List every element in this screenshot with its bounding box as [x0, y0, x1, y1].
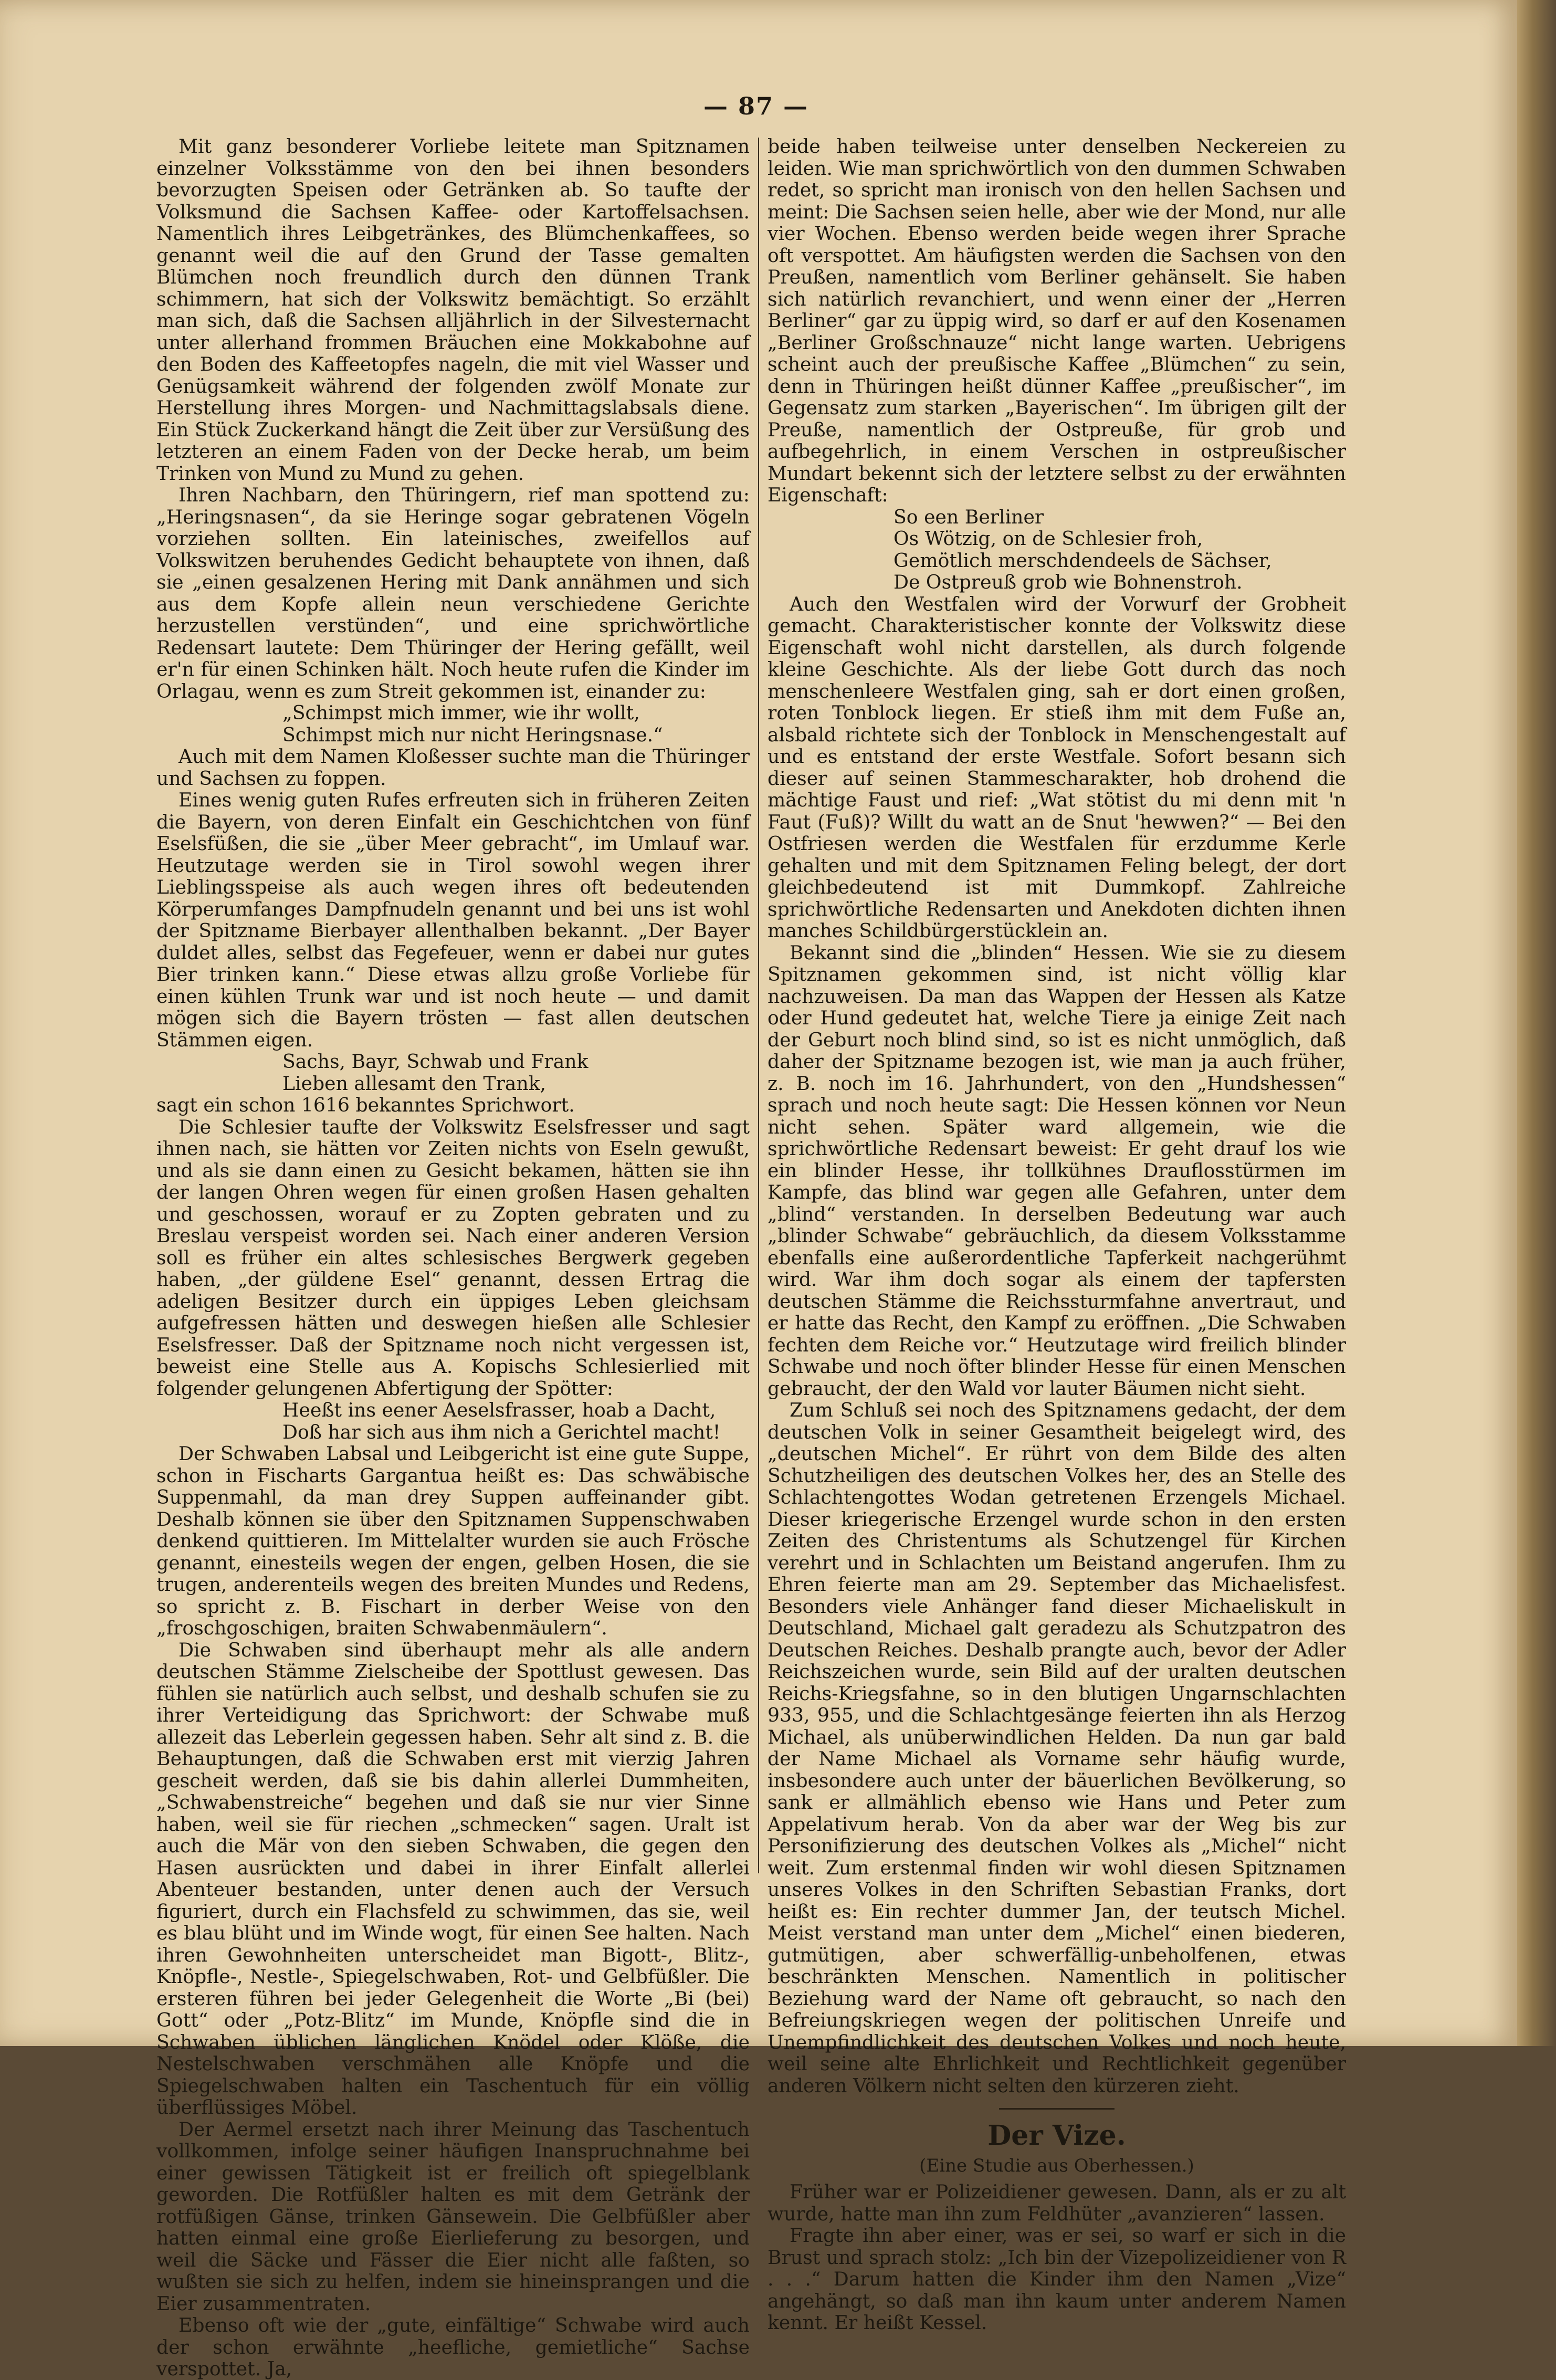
paragraph: sagt ein schon 1616 bekanntes Sprichwort. [156, 1094, 575, 1116]
paragraph: Der Schwaben Labsal und Leibgericht ist eine gute Suppe, schon in Fischarts Gargantua heißt es: Das schwäbische Suppenmahl, da man drey Suppen auffeinander gibt. Deshalb können sie über den Spitznamen Suppenschwaben denkend quittieren. Im Mittelalter wurden sie auch Frösche genannt, einesteils wegen der engen, gelben Hosen, die sie trugen, anderenteils wegen des breiten Mundes und Redens, so spricht z. B. Fischart in derber Weise von den „froschgoschigen, braiten Schwabenmäulern“. [156, 1442, 750, 1639]
paragraph: Mit ganz besonderer Vorliebe leitete man Spitznamen einzelner Volksstämme von den bei ihnen besonders bevorzugten Speisen oder Getränken ab. So taufte der Volksmund die Sachsen Kaffee- oder Kartoffelsachsen. Namentlich ihres Leibgetränkes, des Blümchenkaffees, so genannt weil die auf den Grund der Tasse gemalten Blümchen noch freundlich durch den dünnen Trank schimmern, hat sich der Volkswitz bemächtigt. So erzählt man sich, daß die Sachsen alljährlich in der Silvesternacht unter allerhand frommen Bräuchen eine Mokkabohne auf den Boden des Kaffeetopfes nageln, die mit viel Wasser und Genügsamkeit während der folgenden zwölf Monate zur Herstellung ihres Morgen- und Nachmittagslabsals diene. Ein Stück Zuckerkand hängt die Zeit über zur Versüßung des letzteren an einem Faden von der Decke herab, um beim Trinken von Mund zu Mund zu gehen. [156, 135, 750, 485]
paragraph: Ebenso oft wie der „gute, einfältige“ Schwabe wird auch der schon erwähnte „heefliche, gemietliche“ Sachse verspottet. Ja, [156, 2314, 750, 2380]
paragraph: Bekannt sind die „blinden“ Hessen. Wie sie zu diesem Spitznamen gekommen sind, ist nicht völlig klar nachzuweisen. Da man das Wappen der Hessen als Katze oder Hund gedeutet hat, welche Tiere ja einige Zeit nach der Geburt noch blind sind, so ist es nicht unmöglich, daß daher der Spitzname bezogen ist, wie man ja auch früher, z. B. noch im 16. Jahrhundert, von den „Hundshessen“ sprach und noch heute sagt: Die Hessen können vor Neun nicht sehen. Später ward allgemein, wie die sprichwörtliche Redensart beweist: Er geht drauf los wie ein blinder Hesse, ihr tollkühnes Drauflosstürmen im Kampfe, das blind war gegen alle Gefahren, unter dem „blind“ verstanden. In derselben Bedeutung war auch „blinder Schwabe“ gebräuchlich, da diesem Volksstamme ebenfalls eine außerordentliche Tapferkeit nachgerühmt wird. War ihm doch sogar als einem der tapfersten deutschen Stämme die Reichssturmfahne anvertraut, und er hatte das Recht, den Kampf zu eröffnen. „Die Schwaben fechten dem Reiche vor.“ Heutzutage wird freilich blinder Schwabe und noch öfter blinder Hesse für einen Menschen gebraucht, der den Wald vor lauter Bäumen nicht sieht. [768, 941, 1346, 1400]
verse-line: De Ostpreuß grob wie Bohnenstroh. [893, 571, 1243, 593]
article-subtitle: (Eine Studie aus Oberhessen.) [919, 2155, 1194, 2176]
verse-block [768, 506, 1346, 593]
verse-block [156, 702, 750, 746]
verse-line: Heeßt ins eener Aeselsfrasser, hoab a Dacht, [282, 1399, 716, 1421]
verse-line: Doß har sich aus ihm nich a Gerichtel macht! [282, 1420, 721, 1443]
paragraph: Zum Schluß sei noch des Spitznamens gedacht, der dem deutschen Volk in seiner Gesamtheit beigelegt wird, des „deutschen Michel“. Er rührt von dem Bilde des alten Schutzheiligen des deutschen Volkes her, des an Stelle des Schlachtengottes Wodan getretenen Erzengels Michael. Dieser kriegerische Erzengel wurde schon in den ersten Zeiten des Christentums als Schutzengel für Kirchen verehrt und in Schlachten um Beistand angerufen. Ihm zu Ehren feierte man am 29. September das Michaelisfest. Besonders viele Anhänger fand dieser Michaeliskult in Deutschland, Michael galt geradezu als Schutzpatron des Deutschen Reiches. Deshalb prangte auch, bevor der Adler Reichszeichen wurde, sein Bild auf der uralten deutschen Reichs-Kriegsfahne, so in den blutigen Ungarnschlachten 933, 955, und die Schlachtgesänge feierten ihn als Herzog Michael, als unüberwindlichen Helden. Da nun gar bald der Name Michael als Vorname sehr häufig wurde, insbesondere auch unter der bäuerlichen Bevölkerung, so sank er allmählich ebenso wie Hans und Peter zum Appelativum herab. Von da aber war der Weg bis zur Personifizierung des deutschen Volkes als „Michel“ nicht weit. Zum erstenmal finden wir wohl diesen Spitznamen unseres Volkes in den Schriften Sebastian Franks, dort heißt es: Ein rechter dummer Jan, der teutsch Michel. Meist verstand man unter dem „Michel“ einen biederen, gutmütigen, aber schwerfällig-unbeholfenen, etwas beschränkten Menschen. Namentlich in politischer Beziehung ward der Name oft gebraucht, so nach den Befreiungskriegen wegen der politischen Unreife und Unempfindlichkeit des deutschen Volkes und noch heute, weil seine alte Ehrlichkeit und Rechtlichkeit gegenüber anderen Völkern nicht selten den kürzeren zieht. [768, 1399, 1346, 2097]
verse-line: So een Berliner [893, 505, 1044, 528]
paragraph: Ihren Nachbarn, den Thüringern, rief man spottend zu: „Heringsnasen“, da sie Heringe sogar gebratenen Vögeln vorziehen sollten. Ein lateinisches, zweifellos auf Volkswitzen beruhendes Gedicht behauptete von ihnen, daß sie „einen gesalzenen Hering mit Dank annähmen und sich aus dem Kopfe allein neun verschiedene Gerichte herzustellen verstünden“, und eine sprichwörtliche Redensart lautete: Dem Thüringer der Hering gefällt, weil er'n für einen Schinken hält. Noch heute rufen die Kinder im Orlagau, wenn es zum Streit gekommen ist, einander zu: [156, 484, 750, 703]
paragraph: Die Schlesier taufte der Volkswitz Eselsfresser und sagt ihnen nach, sie hätten vor Zeiten nichts von Eseln gewußt, und als sie dann einen zu Gesicht bekamen, hätten sie ihn der langen Ohren wegen für einen großen Hasen gehalten und geschossen, worauf er zu Zopten gebraten und zu Breslau verspeist worden sei. Nach einer anderen Version soll es früher ein altes schlesisches Bergwerk gegeben haben, „der güldene Esel“ genannt, dessen Ertrag die adeligen Besitzer durch ein üppiges Leben gleichsam aufgefressen hätten und deswegen hießen alle Schlesier Eselsfresser. Daß der Spitzname noch nicht vergessen ist, beweist eine Stelle aus A. Kopischs Schlesierlied mit folgender gelungenen Abfertigung der Spötter: [156, 1115, 750, 1400]
paragraph: Auch mit dem Namen Kloßesser suchte man die Thüringer und Sachsen zu foppen. [156, 745, 750, 790]
paragraph: Der Aermel ersetzt nach ihrer Meinung das Taschentuch vollkommen, infolge seiner häufigen Inanspruchnahme bei einer gewissen Tätigkeit ist er freilich oft spiegelblank geworden. Die Rotfüßler halten es mit dem Getränk der rotfüßigen Gänse, trinken Gänsewein. Die Gelbfüßler aber hatten einmal eine große Eierlieferung zu besorgen, und weil die Säcke und Fässer die Eier nicht alle faßten, so wußten sie sich zu helfen, indem sie hineinsprangen und die Eier zusammentraten. [156, 2117, 750, 2315]
paragraph: Die Schwaben sind überhaupt mehr als alle andern deutschen Stämme Zielscheibe der Spottlust gewesen. Das fühlen sie natürlich auch selbst, und deshalb schufen sie zu ihrer Verteidigung das Sprichwort: der Schwabe muß allezeit das Leberlein gegessen haben. Sehr alt sind z. B. die Behauptungen, daß die Schwaben erst mit vierzig Jahren gescheit werden, daß sie bis dahin allerlei Dummheiten, „Schwabenstreiche“ begehen und daß sie nur vier Sinne haben, weil sie für riechen „schmecken“ sagen. Uralt ist auch die Mär von den sieben Schwaben, die gegen den Hasen ausrückten und dabei in ihrer Einfalt allerlei Abenteuer bestanden, unter denen auch der Versuch figuriert, durch ein Flachsfeld zu schwimmen, das sie, weil es blau blüht und im Winde wogt, für einen See halten. Nach ihren Gewohnheiten unterscheidet man Bigott-, Blitz-, Knöpfle-, Nestle-, Spiegelschwaben, Rot- und Gelbfüßler. Die ersteren führen bei jeder Gelegenheit die Worte „Bi (bei) Gott“ oder „Potz-Blitz“ im Munde, Knöpfle sind die in Schwaben üblichen länglichen Knödel oder Klöße, die Nestelschwaben verschmähen alle Knöpfe und die Spiegelschwaben halten ein Taschentuch für ein völlig überflüssiges Möbel. [156, 1638, 750, 2119]
verse-line: Schimpst mich nur nicht Heringsnase.“ [282, 723, 663, 746]
left-column [156, 135, 750, 2380]
verse-line: Gemötlich merschdendeels de Sächser, [893, 549, 1272, 572]
right-column [768, 135, 1346, 2334]
column-divider [758, 138, 759, 1873]
paragraph: Auch den Westfalen wird der Vorwurf der Grobheit gemacht. Charakteristischer konnte der Volkswitz diese Eigenschaft wohl nicht darstellen, als durch folgende kleine Geschichte. Als der liebe Gott durch das noch menschenleere Westfalen ging, sah er dort einen großen, roten Tonblock liegen. Er stieß ihm mit dem Fuße an, alsbald richtete sich der Tonblock in Menschengestalt auf und es entstand der erste Westfale. Sofort besann sich dieser auf seinen Stammescharakter, hob drohend die mächtige Faust und rief: „Wat stötist du mi denn mit 'n Faut (Fuß)? Willt du watt an de Snut 'hewwen?“ — Bei den Ostfriesen werden die Westfalen für erzdumme Kerle gehalten und mit dem Spitznamen Feling belegt, der dort gleichbedeutend ist mit Dummkopf. Zahlreiche sprichwörtliche Redensarten und Anekdoten dichten ihnen manches Schildbürgerstücklein an. [768, 592, 1346, 942]
verse-line: Sachs, Bayr, Schwab und Frank [282, 1050, 588, 1073]
page-edge [1517, 0, 1556, 2046]
verse-block [156, 1051, 750, 1094]
verse-line: Os Wötzig, on de Schlesier froh, [893, 527, 1203, 550]
paragraph: Früher war er Polizeidiener gewesen. Dann, als er zu alt wurde, hatte man ihn zum Feldhüter „avanzieren“ lassen. [768, 2180, 1346, 2225]
verse-line: „Schimpst mich immer, wie ihr wollt, [282, 701, 640, 724]
verse-line: Lieben allesamt den Trank, [282, 1072, 546, 1095]
article-title: Der Vize. [987, 2120, 1126, 2152]
paragraph: Eines wenig guten Rufes erfreuten sich in früheren Zeiten die Bayern, von deren Einfalt ein Geschichtchen von fünf Eselsfüßen, die sie „über Meer gebracht“, im Umlauf war. Heutzutage werden sie in Tirol sowohl wegen ihrer Lieblingsspeise als auch wegen ihres oft bedeutenden Körperumfanges Dampfnudeln genannt und bei uns ist wohl der Spitzname Bierbayer allenthalben bekannt. „Der Bayer duldet alles, selbst das Fegefeuer, wenn er dabei nur gutes Bier trinken kann.“ Diese etwas allzu große Vorliebe für einen kühlen Trunk war und ist noch heute — und damit mögen sich die Bayern trösten — fast allen deutschen Stämmen eigen. [156, 789, 750, 1051]
paragraph: beide haben teilweise unter denselben Neckereien zu leiden. Wie man sprichwörtlich von den dummen Schwaben redet, so spricht man ironisch von den hellen Sachsen und meint: Die Sachsen seien helle, aber wie der Mond, nur alle vier Wochen. Ebenso werden beide wegen ihrer Sprache oft verspottet. Am häufigsten werden die Sachsen von den Preußen, namentlich vom Berliner gehänselt. Sie haben sich natürlich revanchiert, und wenn einer der „Herren Berliner“ gar zu üppig wird, so darf er auf den Kosenamen „Berliner Großschnauze“ nicht lange warten. Uebrigens scheint auch der preußische Kaffee „Blümchen“ zu sein, denn in Thüringen heißt dünner Kaffee „preußischer“, im Gegensatz zum starken „Bayerischen“. Im übrigen gilt der Preuße, namentlich der Ostpreuße, für grob und aufbegehrlich, in einem Verschen in ostpreußischer Mundart bekennt sich der letztere selbst zu der erwähnten Eigenschaft: [768, 135, 1346, 506]
paragraph: Fragte ihn aber einer, was er sei, so warf er sich in die Brust und sprach stolz: „Ich bin der Vizepolizeidiener von R . . .“ Darum hatten die Kinder ihm den Namen „Vize“ angehängt, so daß man ihn kaum unter anderem Namen kennt. Er heißt Kessel. [768, 2224, 1346, 2334]
page-number: — 87 — [703, 92, 809, 120]
verse-block [156, 1399, 750, 1443]
article-separator [999, 2108, 1115, 2110]
